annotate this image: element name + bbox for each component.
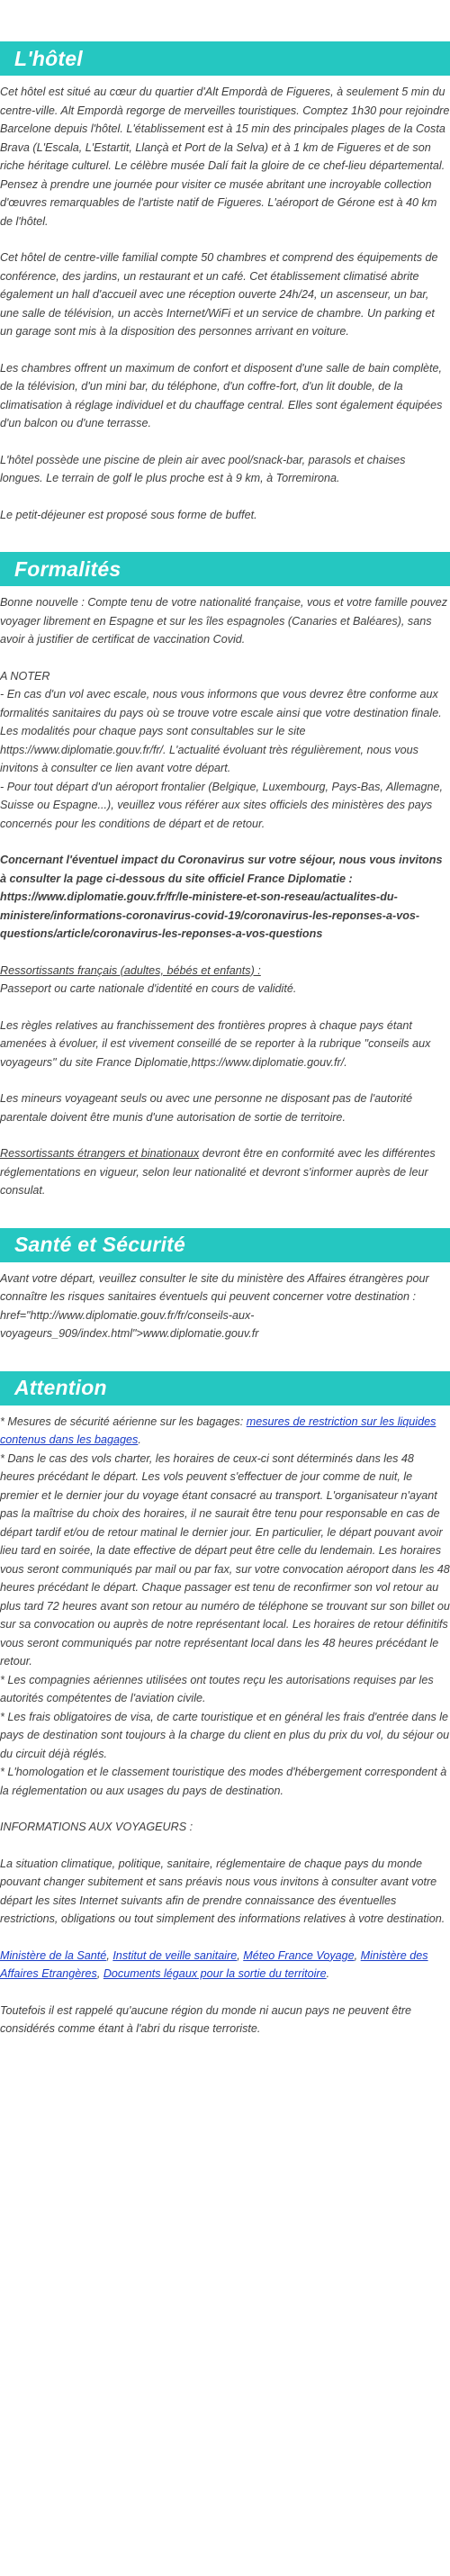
mandatory-fees: * Les frais obligatoires de visa, de carte touristique et en général les frais d'entrée dans le pays de destination sont toujours à la charge du client en plus du prix du vol, du séjour ou du circuit déjà réglés. xyxy=(0,1710,450,1760)
hotel-paragraph-rooms: Les chambres offrent un maximum de confort et disposent d'une salle de bain complète, de la télévision, d'un mini bar, du téléphone, d'un coffre-fort, d'un lit double, de la climatisation à réglage individuel et du chauffage central. Elles sont également équipées d'un balcon ou d'une terrasse. xyxy=(0,361,443,429)
accommodation-classification: * L'homologation et le classement touristique des modes d'hébergement correspondent à la réglementation ou aux usages du pays de destination. xyxy=(0,1766,447,1797)
covid-notice: Concernant l'éventuel impact du Coronavirus sur votre séjour, nous vous invitons à consulter la page ci-dessous du site officiel France Diplomatie : https://www.diplomatie.gouv.fr/fr/le-ministere-et-son-reseau/actualites-du-ministere/informations-coronavirus-covid-19/coronavirus-les-reponses-a-vos-questions/article/coronavirus-les-reponses-a-vos-questions xyxy=(0,854,443,940)
terrorism-notice: Toutefois il est rappelé qu'aucune région du monde ni aucun pays ne peuvent être considérés comme étant à l'abri du risque terroriste. xyxy=(0,2003,412,2035)
legal-documents-link[interactable]: Documents légaux pour la sortie du territoire xyxy=(103,1967,327,1980)
hotel-paragraph-breakfast: Le petit-déjeuner est proposé sous forme de buffet. xyxy=(0,508,257,521)
foreign-nationals-text: devront être en conformité avec les différentes réglementations en vigueur, selon leur nationalité et devront s'informer auprès de leur consulat. xyxy=(0,1147,436,1197)
link-end: . xyxy=(326,1967,330,1980)
foreign-nationals xyxy=(0,1144,450,1200)
section-title-sante: Santé et Sécurité xyxy=(14,1233,186,1257)
baggage-security-suffix: . xyxy=(138,1433,141,1446)
meteo-france-link[interactable]: Méteo France Voyage xyxy=(243,1948,355,1962)
formalites-intro: Bonne nouvelle : Compte tenu de votre nationalité française, vous et votre famille pouvez voyager librement en Espagne et sur les îles espagnoles (Canaries et Baléares), sans avoir à justifier de certificat de vaccination Covid. xyxy=(0,596,448,646)
health-watch-link[interactable]: Institut de veille sanitaire xyxy=(112,1948,238,1962)
note-country-rules: Les modalités pour chaque pays sont consultables sur le site https://www.diplomatie.gouv.fr/fr/. L'actualité évoluant très régulièrement, nous vous invitons à consulter ce lien avant votre départ. xyxy=(0,725,418,774)
note-border-airport: - Pour tout départ d'un aéroport frontalier (Belgique, Luxembourg, Pays-Bas, Allemagne, Suisse ou Espagne...), veuillez vous référer aux sites officiels des ministères des pays concernés pour les conditions de départ et de retour. xyxy=(0,780,443,830)
hotel-paragraph-location: Cet hôtel est situé au cœur du quartier d'Alt Empordà de Figueres, à seulement 5 min du centre-ville. Alt Empordà regorge de merveilles touristiques. Comptez 1h30 pour rejoindre Barcelone depuis l'hôtel. L'établissement est à 15 min des principales plages de la Costa Brava (L'Escala, L'Estartit, Llançà et Port de la Selva) et à 1 km de Figueres et de son riche héritage culturel. Le célèbre musée Dalí fait la gloire de ce chef-lieu départemental. Pensez à prendre une journée pour visiter ce musée abritant une incroyable collection d'œuvres remarquables de l'artiste natif de Figueres. L'aéroport de Gérone est à 40 km de l'hôtel. xyxy=(0,86,450,228)
border-rules: Les règles relatives au franchissement des frontières propres à chaque pays étant amenées à évoluer, il est vivement conseillé de se reporter à la rubrique "conseils aux voyageurs" du site France Diplomatie,https://www.diplomatie.gouv.fr/. xyxy=(0,1018,431,1069)
traveler-info-text: La situation climatique, politique, sanitaire, réglementaire de chaque pays du monde pouvant changer subitement et sans préavis nous vous invitons à consulter avant votre départ les sites Internet suivants afin de prendre connaissance des éventuelles restrictions, obligations ou tout simplement des informations relatives à votre destination. xyxy=(0,1857,446,1925)
french-nationals-documents: Passeport ou carte nationale d'identité en cours de validité. xyxy=(0,982,297,995)
charter-schedules: * Dans le cas des vols charter, les horaires de ceux-ci sont déterminés dans les 48 heures précédant le départ. Les vols peuvent s'effectuer de jour comme de nuit, le premier et le dernier jour du voyage étant consacré au transport. L'organisateur n'ayant pas la maîtrise du choix des horaires, il ne saurait être tenu pour responsable en cas de départ tardif et/ou de retour matinal le dernier jour. En particulier, le départ pouvant avoir lieu tard en soirée, la date effective de départ peut être celle du lendemain. Les horaires vous seront communiqués par mail ou par fax, sur votre convocation aéroport dans les 48 heures précédant le départ. Chaque passager est tenu de reconfirmer son vol retour au plus tard 72 heures avant son retour au numéro de téléphone se trouvant sur son billet ou sur sa convocation ou auprès de notre représentant local. Les horaires de retour définitifs vous seront communiqués par notre représentant local dans les 48 heures précédant le retour. xyxy=(0,1451,450,1668)
note-heading: A NOTER xyxy=(0,669,50,682)
sante-text: Avant votre départ, veuillez consulter le site du ministère des Affaires étrangères pour connaître les risques sanitaires éventuels qui peuvent concerner votre destination : href="http://www.diplomatie.gouv.fr/fr/conseils-aux-voyageurs_909/index.html">www.diplomatie.gouv.fr xyxy=(0,1271,429,1340)
link-separator: , xyxy=(237,1948,244,1962)
airlines-authorization: * Les compagnies aériennes utilisées ont toutes reçu les autorisations requises par les autorités compétentes de l'aviation civile. xyxy=(0,1673,434,1704)
link-separator: , xyxy=(106,1948,113,1962)
baggage-security xyxy=(0,1413,450,1450)
official-links xyxy=(0,1947,450,1984)
section-header-attention xyxy=(0,1371,450,1406)
liquids-restriction-link[interactable]: mesures de restriction sur les liquides contenus dans les bagages xyxy=(0,1415,436,1446)
section-body-attention xyxy=(0,1406,450,2038)
note-layover: - En cas d'un vol avec escale, nous vous informons que vous devrez être conforme aux formalités sanitaires du pays où se trouve votre escale ainsi que votre destination finale. xyxy=(0,688,442,719)
link-separator: , xyxy=(96,1967,104,1980)
foreign-nationals-heading: Ressortissants étrangers et binationaux xyxy=(0,1147,200,1160)
link-separator: , xyxy=(354,1948,361,1962)
section-body-sante xyxy=(0,1262,450,1343)
section-header-formalites xyxy=(0,552,450,586)
section-title-hotel: L'hôtel xyxy=(14,46,83,70)
french-nationals-heading: Ressortissants français (adultes, bébés et enfants) : xyxy=(0,963,261,977)
section-body-hotel xyxy=(0,76,450,524)
minors-notice: Les mineurs voyageant seuls ou avec une personne ne disposant pas de l'autorité parentale doivent être munis d'une autorisation de sortie de territoire. xyxy=(0,1092,413,1124)
section-body-formalites xyxy=(0,586,450,1200)
hotel-paragraph-pool: L'hôtel possède une piscine de plein air avec pool/snack-bar, parasols et chaises longues. Le terrain de golf le plus proche est à 9 km, à Torremirona. xyxy=(0,453,406,484)
section-title-formalites: Formalités xyxy=(14,556,122,581)
section-header-sante xyxy=(0,1228,450,1262)
section-header-hotel xyxy=(0,41,450,76)
hotel-paragraph-facilities: Cet hôtel de centre-ville familial compte 50 chambres et comprend des équipements de conférence, des jardins, un restaurant et un café. Cet établissement climatisé abrite également un hall d'accueil avec une réception ouverte 24h/24, un ascenseur, un bar, une salle de télévision, un accès Internet/WiFi et un service de chambre. Un parking et un garage sont mis à la disposition des personnes arrivant en voiture. xyxy=(0,251,438,338)
traveler-info-heading: INFORMATIONS AUX VOYAGEURS : xyxy=(0,1821,194,1833)
section-title-attention: Attention xyxy=(14,1376,107,1400)
foreign-affairs-link[interactable]: Ministère des Affaires Etrangères xyxy=(0,1948,428,1980)
baggage-security-prefix: * Mesures de sécurité aérienne sur les bagages: xyxy=(0,1415,247,1428)
health-ministry-link[interactable]: Ministère de la Santé xyxy=(0,1948,107,1962)
